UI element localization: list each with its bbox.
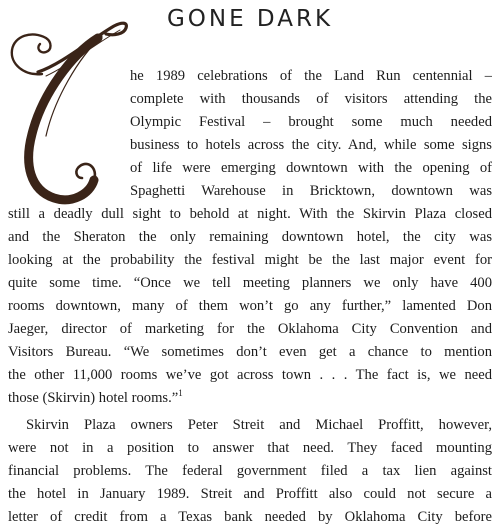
- text-line: Olympic Festival – brought some much needed: [130, 114, 492, 130]
- text-line: rooms downtown, many of them won’t go any further,” lamented Don: [8, 298, 492, 314]
- text-line: Skirvin Plaza owners Peter Streit and Michael Proffitt, however,: [26, 417, 492, 433]
- text-line: he 1989 celebrations of the Land Run centennial –: [130, 68, 492, 84]
- chapter-title: GONE DARK: [166, 6, 334, 32]
- text-line: the hotel in January 1989. Streit and Proffitt also could not secure a: [8, 486, 492, 502]
- text-line: looking at the probability the festival might be the last major event for: [8, 252, 492, 268]
- text-line: the other 11,000 rooms we’ve got across town . . . The fact is, we need: [8, 367, 492, 383]
- text-line: and the Sheraton the only remaining downtown hotel, the city was: [8, 229, 492, 245]
- text-line: of life were emerging downtown with the opening of: [130, 160, 492, 176]
- text-line: Spaghetti Warehouse in Bricktown, downtown was: [130, 183, 492, 199]
- text-line: complete with thousands of visitors attending the: [130, 91, 492, 107]
- text-line: were not in a position to answer that need. They faced mounting: [8, 440, 492, 456]
- text-line: still a deadly dull sight to behold at night. With the Skirvin Plaza closed: [8, 206, 492, 222]
- text-line: financial problems. The federal government filed a tax lien against: [8, 463, 492, 479]
- text-line: quite some time. “Once we tell meeting planners we only have 400: [8, 275, 492, 291]
- text-line-with-footnote: [8, 387, 492, 409]
- footnote-marker: 1: [178, 388, 183, 399]
- text-line: Visitors Bureau. “We sometimes don’t even get a chance to mention: [8, 344, 492, 360]
- text-line: business to hotels across the city. And, while some signs: [130, 137, 492, 153]
- text-line: Jaeger, director of marketing for the Oklahoma City Convention and: [8, 321, 492, 337]
- text-line-content: those (Skirvin) hotel rooms.”: [8, 390, 179, 406]
- text-line: letter of credit from a Texas bank needed by Oklahoma City before: [8, 509, 492, 525]
